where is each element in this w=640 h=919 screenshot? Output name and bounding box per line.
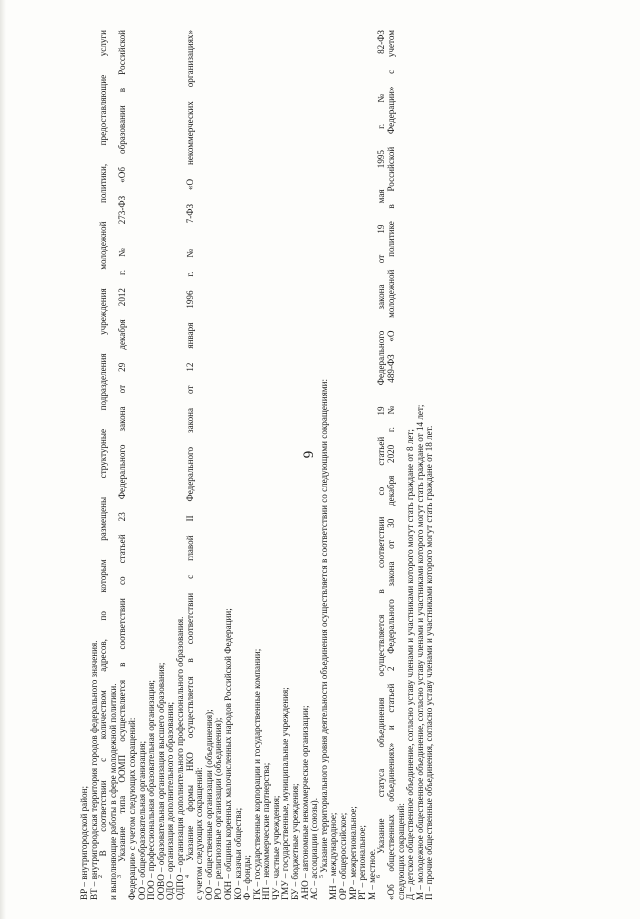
text-line-content: и выполняющие работы в сфере молодежной политики. [107, 683, 118, 900]
text-line-content: Ф – фонды; [242, 855, 253, 900]
text-line [301, 30, 311, 900]
scan-edge-shadow [0, 0, 6, 919]
text-line-content: «Об общественных объединениях» и статьей 2 Федерального закона от 30 декабря 2020 г. № 489-ФЗ «О молодежной политике в Российской Федерации» с учетом [386, 30, 396, 900]
text-line [387, 30, 397, 900]
text-line-content: ЧУ – частные учреждения; [270, 795, 281, 900]
text-line-content: НП – некоммерческие партнерства; [261, 762, 272, 900]
footnote-marker: 4 [184, 875, 191, 878]
text-line [234, 30, 244, 900]
text-line-content: Федерации» с учетом следующих сокращений: [126, 717, 137, 900]
text-line-content: ОКН – общины коренных малочисленных народов Российской Федерации; [222, 608, 233, 900]
text-line-content: АНО – автономные некоммерческие организации; [299, 705, 310, 900]
text-line-content: ООВО – образовательная организация высшего образования; [155, 662, 166, 900]
text-line-content: МР – межрегиональное; [347, 806, 358, 900]
text-line-content: КО – казачьи общества; [232, 807, 243, 900]
text-line-content: Указание статуса объединения осуществляется в соответствии со статьей 19 Федерального закона от 19 мая 1995 г. № 82-ФЗ [376, 30, 387, 875]
footnote-marker: 6 [376, 875, 383, 878]
text-line-content: В соответствии с количеством адресов, по которым размещены структурные подразделения учреждения молодежной политики, предоставляющие услуги [98, 30, 109, 875]
text-line [224, 30, 234, 900]
text-line-content: РО – религиозные организации (объединения); [213, 717, 224, 900]
text-line [349, 30, 359, 900]
text-line-content: ОДПО – организация дополнительного профессионального образования. [174, 616, 185, 900]
text-line-content: ПОО – профессиональная образовательная организация; [146, 680, 157, 900]
text-line-content: ГМУ – государственные, муниципальные учреждения; [280, 687, 291, 900]
text-line-content: ОДО – организация дополнительного образования; [165, 701, 176, 900]
text-line-content: с учетом следующих сокращений: [194, 767, 205, 900]
text-line-content: М – молодежное общественное объединение, согласно уставу членами и участниками которого могут стать граждане от 14 лет; [414, 404, 425, 900]
text-line-content: ОР – общероссийское; [338, 812, 349, 900]
footnotes-text-block [80, 30, 435, 900]
text-line [425, 30, 435, 900]
footnote-marker: 3 [117, 875, 124, 878]
text-line-content: М – местное. [366, 848, 377, 900]
text-line-content: РГ – региональное; [357, 825, 368, 900]
text-line-content: ОО – общеобразовательная организация; [136, 741, 147, 900]
text-line [281, 30, 291, 900]
page-number: 6 [299, 450, 316, 459]
text-line-content: МН – международное; [328, 812, 339, 900]
text-line [320, 30, 330, 900]
text-line-content: АС – ассоциации (союзы). [309, 798, 320, 900]
text-line-content: ОО – общественные организации (объединения); [203, 709, 214, 900]
text-line-content: Д – детское общественное объединение, согласно уставу членами и участниками которого могут стать граждане от 8 лет; [405, 429, 416, 900]
text-line-content: БУ – бюджетные учреждения; [290, 783, 301, 900]
footnote-marker: 5 [318, 875, 325, 878]
text-line [339, 30, 349, 900]
text-line [329, 30, 339, 900]
text-line-content: Указание формы НКО осуществляется в соответствии с главой II Федерального закона от 12 января 1996 г. № 7-ФЗ «О некоммерческих организациях» [184, 30, 195, 875]
text-line-content: П – прочие общественные объединения, согласно уставу членами и участниками которого могут стать граждане от 18 лет. [424, 425, 435, 900]
text-line [262, 30, 272, 900]
footnote-marker: 2 [98, 875, 105, 878]
text-line-content: ВТ – внутригородская территория городов федерального значения. [88, 640, 99, 900]
text-line-content: Указание типа ООМП осуществляется в соответствии со статьей 23 Федерального закона от 29 декабря 2012 г. № 273-ФЗ «Об образовании в Российской [117, 30, 128, 875]
text-line [358, 30, 368, 900]
text-line-content: Указание территориального уровня деятельности объединения осуществляется в соответствии со следующими сокращениями: [318, 379, 329, 875]
text-line-content: ВР – внутригородской район; [79, 786, 89, 900]
text-line-content: следующих сокращений: [395, 803, 406, 900]
text-line-content: ГК – государственные корпорации и государственные компании; [251, 648, 262, 900]
